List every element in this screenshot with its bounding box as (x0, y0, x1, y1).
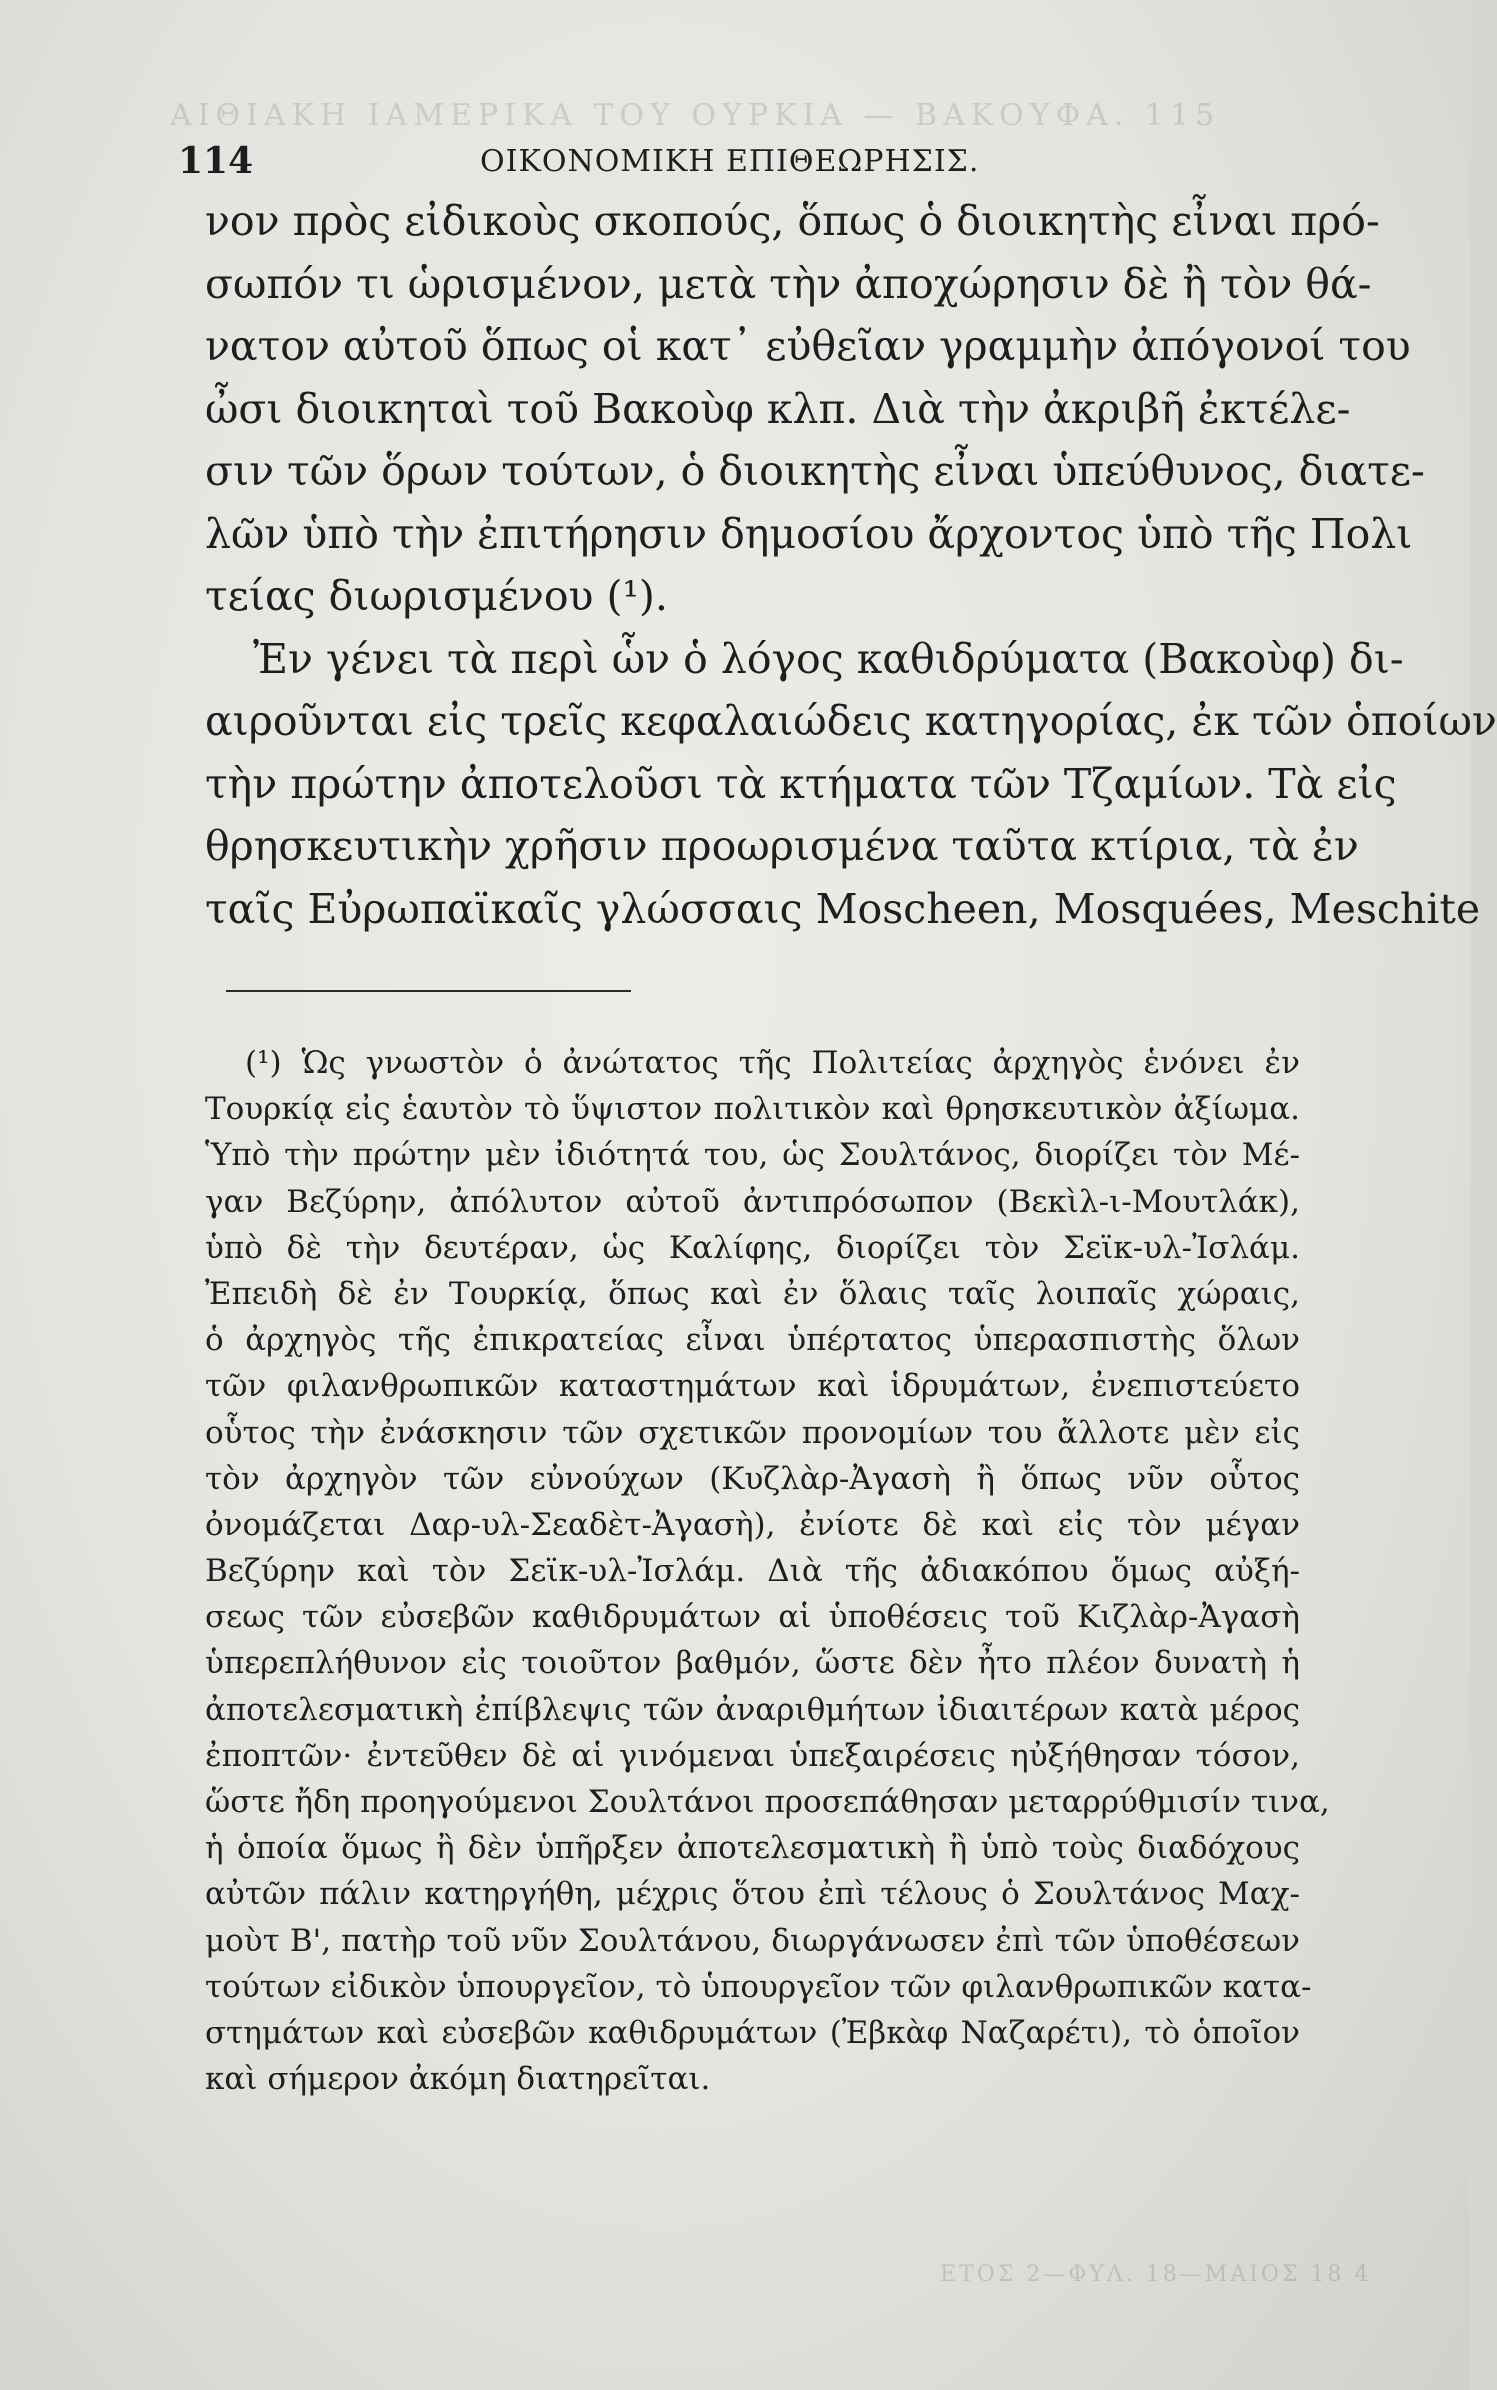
text-line: σωπόν τι ὡρισμένον, μετὰ τὴν ἀποχώρησιν δὲ ἢ τὸν θά- (205, 259, 1372, 308)
footnote-line: μοὺτ Β', πατὴρ τοῦ νῦν Σουλτάνου, διωργάνωσεν ἐπὶ τῶν ὑποθέσεων (205, 1922, 1300, 1959)
text-line: σιν τῶν ὅρων τούτων, ὁ διοικητὴς εἶναι ὑπεύθυνος, διατε- (205, 447, 1425, 495)
footnote-line: γαν Βεζύρην, ἀπόλυτον αὐτοῦ ἀντιπρόσωπον (Βεκὶλ-ι-Μουτλάκ), (205, 1183, 1300, 1220)
main-text (205, 190, 1497, 940)
text-line: ὦσι διοικηταὶ τοῦ Βακοὺφ κλπ. Διὰ τὴν ἀκριβῆ ἐκτέλε- (205, 384, 1351, 433)
page-header (170, 140, 1300, 180)
text-line: νον πρὸς εἰδικοὺς σκοπούς, ὅπως ὁ διοικητὴς εἶναι πρό- (205, 197, 1380, 245)
running-title: ΟΙΚΟΝΟΜΙΚΗ ΕΠΙΘΕΩΡΗΣΙΣ. (480, 144, 980, 179)
text-line: αιροῦνται εἰς τρεῖς κεφαλαιώδεις κατηγορίας, ἐκ τῶν ὁποίων (205, 697, 1497, 745)
footnote-line: ὑπερεπλήθυνον εἰς τοιοῦτον βαθμόν, ὥστε δὲν ἦτο πλέον δυνατὴ ἡ (205, 1645, 1300, 1682)
footnote-line: τὸν ἀρχηγὸν τῶν εὐνούχων (Κυζλὰρ-Ἀγασὴ ἢ ὅπως νῦν οὗτος (205, 1460, 1300, 1497)
bottom-bleed-text: ΕΤΟΣ 2—ΦΥΛ. 18—ΜΑΙΟΣ 18 4 (940, 2262, 1372, 2287)
footnote-line: Ὑπὸ τὴν πρώτην μὲν ἰδιότητά του, ὡς Σουλτάνος, διορίζει τὸν Μέ- (205, 1137, 1300, 1174)
text-line: τείας διωρισμένου (¹). (205, 572, 668, 620)
footnote-line: ἀποτελεσματικὴ ἐπίβλεψις τῶν ἀναριθμήτων ἰδιαιτέρων κατὰ μέρος (205, 1691, 1300, 1728)
footnote-separator (226, 990, 631, 992)
text-line: ταῖς Εὐρωπαϊκαῖς γλώσσαις Moscheen, Mosquées, Meschite (205, 884, 1481, 933)
footnote-line: Ἐπειδὴ δὲ ἐν Τουρκίᾳ, ὅπως καὶ ἐν ὅλαις ταῖς λοιπαῖς χώραις, (205, 1275, 1300, 1312)
footnote-line: ὥστε ἤδη προηγούμενοι Σουλτάνοι προσεπάθησαν μεταρρύθμισίν τινα, (205, 1784, 1330, 1820)
footnote-line: (¹) Ὡς γνωστὸν ὁ ἀνώτατος τῆς Πολιτείας ἀρχηγὸς ἑνόνει ἐν (245, 1045, 1300, 1081)
bleed-through-text: ΑΙΘΙΑΚΗ ΙΑΜΕΡΙΚΑ ΤΟΥ ΟΥΡΚΙΑ — ΒΑΚΟΥΦΑ. 115 (170, 98, 1221, 133)
text-line: λῶν ὑπὸ τὴν ἐπιτήρησιν δημοσίου ἄρχοντος ὑπὸ τῆς Πολι (205, 509, 1413, 558)
footnote-line: Βεζύρην καὶ τὸν Σεϊκ-υλ-Ἰσλάμ. Διὰ τῆς ἀδιακόπου ὅμως αὐξή- (205, 1553, 1300, 1590)
text-line: νατον αὐτοῦ ὅπως οἱ κατ᾽ εὐθεῖαν γραμμὴν ἀπόγονοί του (205, 322, 1411, 370)
footnote (205, 1040, 1330, 2102)
footnote-line: ὁ ἀρχηγὸς τῆς ἐπικρατείας εἶναι ὑπέρτατος ὑπερασπιστὴς ὅλων (205, 1322, 1300, 1359)
footnote-line: ὀνομάζεται Δαρ-υλ-Σεαδὲτ-Ἀγασὴ), ἐνίοτε δὲ καὶ εἰς τὸν μέγαν (205, 1506, 1300, 1543)
text-line: θρησκευτικὴν χρῆσιν προωρισμένα ταῦτα κτίρια, τὰ ἐν (205, 822, 1359, 870)
text-line: τὴν πρώτην ἀποτελοῦσι τὰ κτήματα τῶν Τζαμίων. Τὰ εἰς (205, 759, 1397, 808)
footnote-line: ὑπὸ δὲ τὴν δευτέραν, ὡς Καλίφης, διορίζει τὸν Σεϊκ-υλ-Ἰσλάμ. (205, 1229, 1300, 1266)
footnote-line: καὶ σήμερον ἀκόμη διατηρεῖται. (205, 2061, 711, 2098)
footnote-line: ἐποπτῶν· ἐντεῦθεν δὲ αἱ γινόμεναι ὑπεξαιρέσεις ηὐξήθησαν τόσον, (205, 1737, 1300, 1774)
page-number: 114 (178, 140, 254, 182)
footnote-line: αὐτῶν πάλιν κατηργήθη, μέχρις ὅτου ἐπὶ τέλους ὁ Σουλτάνος Μαχ- (205, 1876, 1300, 1913)
footnote-line: οὗτος τὴν ἐνάσκησιν τῶν σχετικῶν προνομίων του ἄλλοτε μὲν εἰς (205, 1414, 1300, 1451)
footnote-line: τῶν φιλανθρωπικῶν καταστημάτων καὶ ἱδρυμάτων, ἐνεπιστεύετο (205, 1368, 1300, 1405)
footnote-line: Τουρκίᾳ εἰς ἑαυτὸν τὸ ὕψιστον πολιτικὸν καὶ θρησκευτικὸν ἀξίωμα. (205, 1091, 1300, 1128)
footnote-line: σεως τῶν εὐσεβῶν καθιδρυμάτων αἱ ὑποθέσεις τοῦ Κιζλὰρ-Ἀγασὴ (205, 1599, 1300, 1636)
footnote-line: στημάτων καὶ εὐσεβῶν καθιδρυμάτων (Ἐβκὰφ Ναζαρέτι), τὸ ὁποῖον (205, 2014, 1300, 2051)
footnote-line: τούτων εἰδικὸν ὑπουργεῖον, τὸ ὑπουργεῖον τῶν φιλανθρωπικῶν κατα- (205, 1968, 1312, 2005)
text-line: Ἐν γένει τὰ περὶ ὧν ὁ λόγος καθιδρύματα (Βακοὺφ) δι- (253, 634, 1404, 683)
footnote-line: ἡ ὁποία ὅμως ἢ δὲν ὑπῆρξεν ἀποτελεσματικὴ ἢ ὑπὸ τοὺς διαδόχους (205, 1830, 1300, 1867)
